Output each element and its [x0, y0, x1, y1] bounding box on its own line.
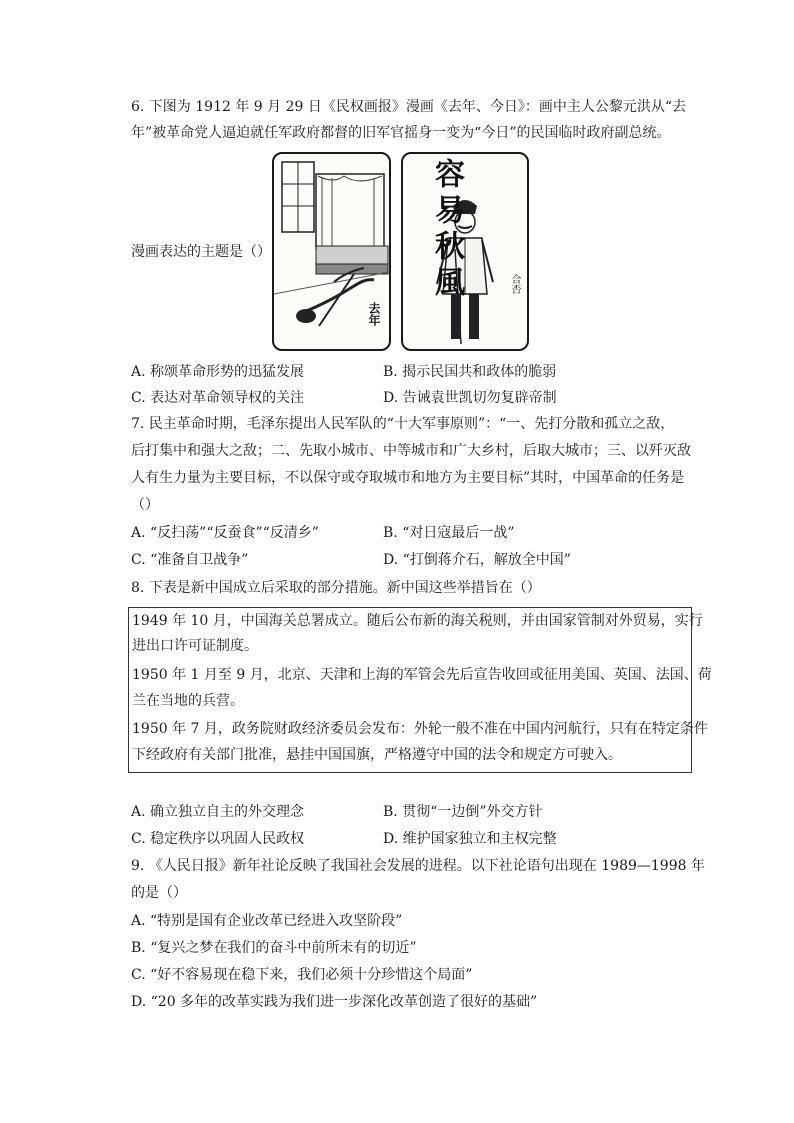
q6-option-a[interactable]: A. 称颂革命形势的迅猛发展 — [131, 364, 305, 380]
comic-today-illustration — [403, 154, 527, 349]
q9-option-a[interactable]: A. “特别是国有企业改革已经进入攻坚阶段” — [131, 913, 403, 929]
q7-option-a[interactable]: A. “反扫荡”“反蚕食”“反清乡” — [131, 525, 319, 541]
comic-panel-last-year — [272, 152, 391, 351]
comic-today-title: 容易秋風 — [429, 158, 464, 302]
q6-option-d[interactable]: D. 告诫袁世凯切勿复辟帝制 — [383, 390, 557, 406]
q6-stem-line-1: 6. 下图为 1912 年 9 月 29 日《民权画报》漫画《去年、今日》：画中主人公黎元洪从“去 — [131, 99, 687, 115]
comic-last-year-label: 去年 — [367, 302, 381, 326]
q9-stem-line-1: 9. 《人民日报》新年社论反映了我国社会发展的进程。以下社论语句出现在 1989—1998 年 — [131, 858, 705, 874]
table-line: 下经政府有关部门批准，悬挂中国国旗，严格遵守中国的法令和规定方可驶入。 — [132, 747, 622, 763]
q6-option-c[interactable]: C. 表达对革命领导权的关注 — [131, 390, 305, 406]
q6-stem-line-2: 年”被革命党人逼迫就任军政府都督的旧军官摇身一变为“今日”的民国临时政府副总统。 — [131, 125, 671, 141]
table-line: 进出口许可证制度。 — [132, 638, 258, 654]
q7-option-c[interactable]: C. “准备自卫战争” — [131, 552, 249, 568]
q7-stem-line-2: 后打集中和强大之敌；二、先取小城市、中等城市和广大乡村，后取大城市；三、以歼灭敌 — [131, 443, 691, 459]
q9-option-d[interactable]: D. “20 多年的改革实践为我们进一步深化改革创造了很好的基础” — [131, 994, 538, 1010]
q7-stem-line-3: 人有生力量为主要目标，不以保守或夺取城市和地方为主要目标”其时，中国革命的任务是 — [131, 470, 685, 486]
q8-measures-table — [128, 607, 712, 773]
q7-stem-line-4: （） — [131, 497, 159, 513]
table-line: 1950 年 7 月，政务院财政经济委员会发布：外轮一般不准在中国内河航行，只有在特定条件 — [132, 721, 708, 737]
table-line: 1950 年 1 月至 9 月，北京、天津和上海的军管会先后宣告收回或征用美国、英国、法国、荷 — [132, 667, 712, 683]
comic-panel-today — [401, 152, 529, 351]
q8-stem-line-1: 8. 下表是新中国成立后采取的部分措施。新中国这些举措旨在（） — [131, 580, 541, 596]
q6-question: 漫画表达的主题是（） — [131, 244, 271, 260]
table-line: 兰在当地的兵营。 — [132, 693, 244, 709]
q9-option-b[interactable]: B. “复兴之梦在我们的奋斗中前所未有的切近” — [131, 940, 417, 956]
q7-option-b[interactable]: B. “对日寇最后一战” — [383, 525, 515, 541]
q8-option-c[interactable]: C. 稳定秩序以巩固人民政权 — [131, 831, 305, 847]
q9-option-c[interactable]: C. “好不容易现在稳下来，我们必须十分珍惜这个局面” — [131, 967, 473, 983]
q7-stem-line-1: 7. 民主革命时期，毛泽东提出人民军队的“十大军事原则”：“一、先打分散和孤立之敌， — [131, 416, 675, 432]
q8-option-a[interactable]: A. 确立独立自主的外交理念 — [131, 804, 305, 820]
q9-stem-line-2: 的是（） — [131, 885, 187, 901]
q8-option-b[interactable]: B. 贯彻“一边倒”外交方针 — [383, 804, 543, 820]
q7-option-d[interactable]: D. “打倒蒋介石，解放全中国” — [383, 552, 571, 568]
comic-today-signature: 合否 — [509, 274, 520, 294]
table-line: 1949 年 10 月，中国海关总署成立。随后公布新的海关税则，并由国家管制对外贸易，实行 — [132, 613, 703, 629]
q8-option-d[interactable]: D. 维护国家独立和主权完整 — [383, 831, 557, 847]
q6-option-b[interactable]: B. 揭示民国共和政体的脆弱 — [383, 364, 557, 380]
